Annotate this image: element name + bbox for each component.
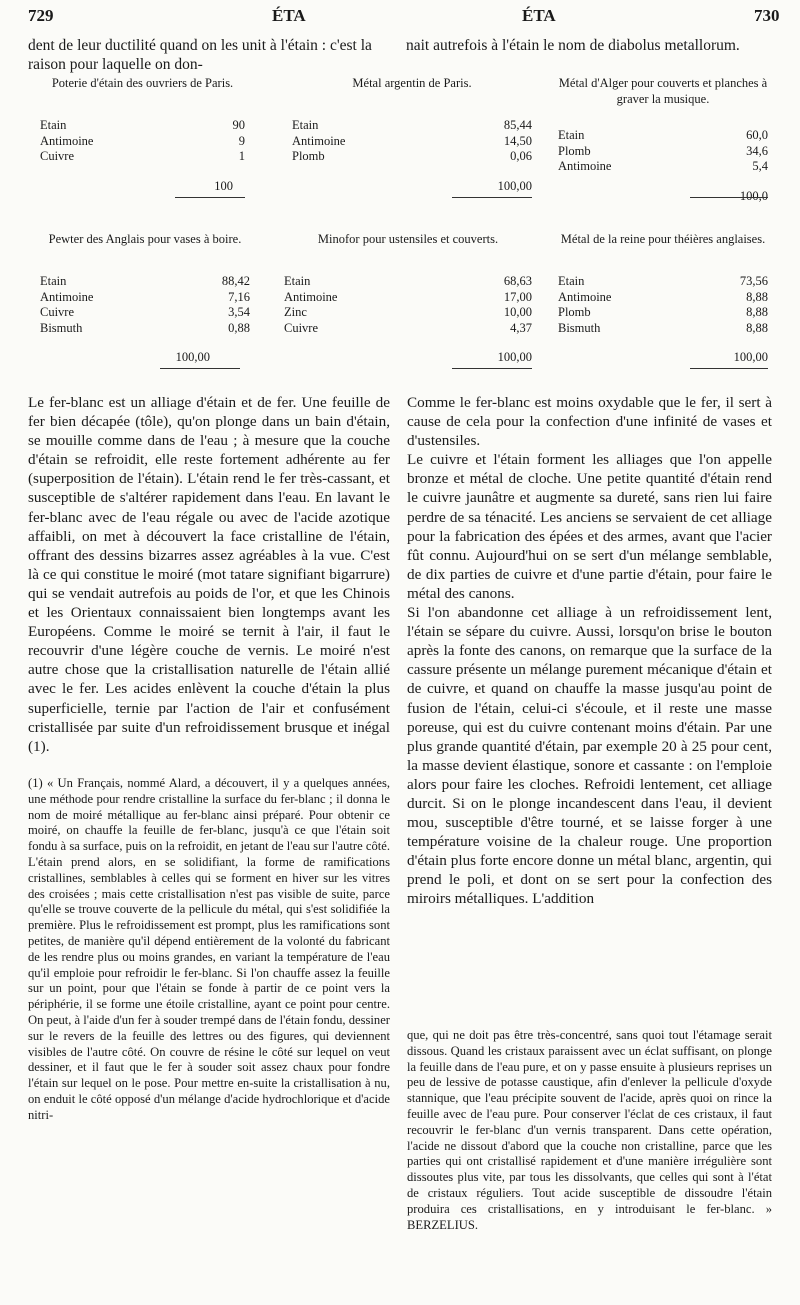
alloy-value: 68,63 bbox=[503, 274, 532, 288]
page-number-right: 730 bbox=[754, 6, 780, 25]
alloy-metal: Antimoine bbox=[284, 289, 338, 304]
total-rule bbox=[452, 197, 532, 198]
alloy-metal: Etain bbox=[558, 274, 585, 288]
total-rule bbox=[160, 368, 240, 369]
alloy-value: 88,42 bbox=[221, 274, 250, 288]
alloy-metal: Plomb bbox=[292, 149, 325, 163]
alloy-value: 0,88 bbox=[228, 320, 250, 335]
alloy-table bbox=[40, 232, 250, 366]
alloy-value: 14,50 bbox=[503, 133, 532, 148]
alloy-table bbox=[40, 76, 245, 194]
alloy-table-title: Métal argentin de Paris. bbox=[352, 76, 472, 90]
alloy-value: 8,88 bbox=[746, 320, 768, 335]
alloy-total: 100,00 bbox=[175, 350, 210, 364]
page-number-left: 729 bbox=[28, 6, 54, 25]
alloy-total: 100,00 bbox=[497, 350, 532, 364]
alloy-value: 8,88 bbox=[746, 305, 768, 319]
alloy-value: 60,0 bbox=[746, 128, 768, 142]
alloy-table-title: Métal de la reine pour théières anglaises. bbox=[560, 232, 766, 246]
alloy-table bbox=[558, 76, 768, 204]
alloy-total: 100 bbox=[214, 178, 233, 193]
alloy-metal: Antimoine bbox=[558, 289, 612, 304]
alloy-metal: Zinc bbox=[284, 305, 307, 319]
alloy-value: 10,00 bbox=[503, 305, 532, 319]
alloy-value: 34,6 bbox=[746, 143, 768, 158]
alloy-metal: Antimoine bbox=[40, 289, 94, 304]
alloy-value: 1 bbox=[238, 149, 245, 163]
alloy-total: 100,0 bbox=[739, 188, 768, 203]
alloy-value: 8,88 bbox=[746, 289, 768, 304]
alloy-metal: Bismuth bbox=[40, 320, 83, 335]
running-head-right: ÉTA bbox=[522, 6, 556, 25]
alloy-metal: Bismuth bbox=[558, 320, 601, 335]
total-rule bbox=[690, 368, 768, 369]
alloy-value: 73,56 bbox=[739, 274, 768, 288]
alloy-total: 100,00 bbox=[733, 350, 768, 364]
alloy-table-title: Pewter des Anglais pour vases à boire. bbox=[48, 232, 242, 246]
alloy-metal: Antimoine bbox=[40, 133, 94, 148]
alloy-total: 100,00 bbox=[497, 178, 532, 193]
alloy-table bbox=[284, 232, 532, 366]
alloy-metal: Etain bbox=[558, 128, 585, 142]
right-column-text: Comme le fer-blanc est moins oxydable que le fer, il sert à cause de cela pour la confection d'une infinité de vases et d'ustensiles. Le cuivre et l'étain forment les alliages que l'on appelle bronze et métal de cloche. Une petite quantité d'étain rend le cuivre jaunâtre et augmente sa dureté, sans rien lui faire perdre de sa ténacité. Les anciens se servaient de cet alliage pour la fabrication des épées et des armes, avant que l'acier fût connu. Aujourd'hui on se sert d'un mélange semblable, de dix parties de cuivre et d'une partie d'étain, pour faire le métal des canons. Si l'on abandonne cet alliage à un refroidissement lent, l'étain se sépare du cuivre. Aussi, lorsqu'on brise le bouton après la fonte des canons, on remarque que la surface de la cassure présente un mélange purement mécanique d'étain et de cuivre, et quand on chauffe la masse jusqu'au point de fusion de l'étain, celui-ci s'écoule, et il reste une masse poreuse, qui est du cuivre contenant moins d'étain. Par une plus grande quantité d'étain, par exemple 20 à 25 pour cent, la masse devient élastique, sonore et cassante : on l'emploie alors pour faire les cloches. Refroidi lentement, cet alliage durcit. Si on le plonge incandescent dans l'eau, il devient mou, susceptible d'être tourné, et se laisse forger à une température voisine de la chaleur rouge. Une proportion d'étain plus forte encore donne un métal blanc, argentin, qui prend le poli, et dont on se sert pour la confection des miroirs métalliques. L'addition bbox=[407, 394, 772, 908]
alloy-value: 9 bbox=[238, 133, 245, 148]
alloy-metal: Cuivre bbox=[40, 149, 75, 163]
alloy-metal: Etain bbox=[284, 274, 311, 288]
alloy-value: 85,44 bbox=[503, 118, 532, 132]
alloy-metal: Etain bbox=[292, 118, 319, 132]
intro-right: nait autrefois à l'étain le nom de diabolus metallorum. bbox=[406, 37, 740, 54]
alloy-value: 5,4 bbox=[752, 159, 768, 173]
alloy-metal: Antimoine bbox=[292, 133, 346, 148]
alloy-table bbox=[558, 232, 768, 366]
alloy-metal: Cuivre bbox=[284, 320, 319, 335]
alloy-value: 4,37 bbox=[510, 320, 532, 335]
total-rule bbox=[690, 197, 768, 198]
alloy-table bbox=[292, 76, 532, 194]
alloy-metal: Plomb bbox=[558, 143, 591, 158]
left-column-text: Le fer-blanc est un alliage d'étain et de fer. Une feuille de fer bien décapée (tôle), qu'on plonge dans un bain d'étain, se mouille comme dans de l'eau ; à mesure que la couche d'étain se refroidit, elle reste fortement adhérente au fer (superposition de l'étain). L'étain rend le fer très-cassant, et susceptible de s'altérer rapidement dans l'eau. En lavant le fer-blanc avec de l'eau régale ou avec de l'acide azotique affaibli, on met à découvert la face cristalline de l'étain, offrant des dessins bizarres assez agréables à la vue. C'est là ce qui constitue le moiré (mot tatare signifiant bigarrure) qui se vendait autrefois au poids de l'or, et que les Chinois et les Orientaux connaissaient bien longtemps avant les Européens. Comme le moiré se ternit à l'air, il faut le recouvrir d'une légère couche de vernis. Le moiré n'est autre chose que la cristallisation naturelle de l'étain allié avec le fer. Les acides enlèvent la couche d'étain la plus superficielle, ternie par l'action de l'air et confusément cristallisée par suite d'un refroidissement brusque et inégal (1). bbox=[28, 394, 390, 755]
alloy-value: 17,00 bbox=[503, 289, 532, 304]
alloy-metal: Plomb bbox=[558, 305, 591, 319]
footnote-left: (1) « Un Français, nommé Alard, a découvert, il y a quelques années, une méthode pour rendre cristalline la surface du fer-blanc ; il donna le nom de moiré métallique au fer-blanc ainsi préparé. Pour obtenir ce moiré, on chauffe la feuille de fer-blanc, jusqu'à ce que l'étain soit fondu à sa surface, puis on la refroidit, en jetant de l'eau sur l'autre côté. L'étain prend alors, en se solidifiant, la forme de ramifications cristallines, semblables à celles qui se forment en hiver sur les vitres des croisées ; mais cette cristallisation n'est pas visible de suite, parce qu'elle se trouve couverte de la pellicule du métal, qui s'est solidifiée la première. Plus le refroidissement est prompt, plus les ramifications sont petites, de manière qu'il dépend entièrement de la volonté du fabricant de les rendre plus ou moins grandes, en variant la température de l'eau qu'il emploie pour refroidir le fer-blanc. Si l'on chauffe assez la feuille sur un point, pour que l'étain se fonde à partir de ce point vers la périphérie, il se forme une étoile cristalline, ayant ce point pour centre. On peut, à l'aide d'un fer à souder trempé dans de l'étain fondu, dessiner sur le revers de la feuille des lettres ou des figures, qui deviennent visibles de l'autre côté. On couvre de résine le côté sur lequel on veut dessiner, et il faut que le fer à souder soit assez chaux pour fondre l'étain sur lequel on le pose. Pour mettre en-suite la cristallisation à nu, on enduit le côté opposé d'un mélange d'acide hydrochlorique et d'acide nitri- bbox=[28, 776, 390, 1122]
alloy-table-title: Métal d'Alger pour couverts et planches à graver la musique. bbox=[558, 76, 768, 106]
alloy-table-title: Minofor pour ustensiles et couverts. bbox=[317, 232, 499, 246]
running-head-left: ÉTA bbox=[272, 6, 306, 25]
alloy-table-title: Poterie d'étain des ouvriers de Paris. bbox=[51, 76, 234, 90]
alloy-metal: Etain bbox=[40, 118, 67, 132]
alloy-metal: Etain bbox=[40, 274, 67, 288]
total-rule bbox=[175, 197, 245, 198]
alloy-metal: Cuivre bbox=[40, 305, 75, 319]
intro-left: dent de leur ductilité quand on les unit à l'étain : c'est la raison pour laquelle on don- bbox=[28, 37, 372, 73]
footnote-right: que, qui ne doit pas être très-concentré, sans quoi tout l'étamage serait dissous. Quand les cristaux paraissent avec un éclat suffisant, on plonge la feuille dans de l'eau pure, et on y passe ensuite à plusieurs reprises un peu de lessive de potasse caustique, afin d'enlever la pellicule d'oxyde stannique, que l'eau précipite souvent de l'acide, après quoi on rince la feuille avec de l'eau pure. Pour conserver l'éclat de ces cristaux, il faut recouvrir le fer-blanc d'un vernis transparent. Dans cette opération, l'acide ne dissout d'abord que la couche non cristalline, parce que les parties qui ont cristallisé rapidement et d'une manière irrégulière sont dissoutes plus vite, par tous les dissolvants, que celles qui sont à l'état de cristaux réguliers. Tout acide susceptible de dissoudre l'étain produira ces cristallisations, en y introduisant le fer-blanc. » BERZELIUS. bbox=[407, 1028, 772, 1232]
alloy-value: 3,54 bbox=[228, 305, 250, 319]
alloy-value: 0,06 bbox=[510, 149, 532, 163]
alloy-value: 90 bbox=[232, 118, 245, 132]
total-rule bbox=[452, 368, 532, 369]
alloy-metal: Antimoine bbox=[558, 159, 612, 173]
alloy-value: 7,16 bbox=[228, 289, 250, 304]
